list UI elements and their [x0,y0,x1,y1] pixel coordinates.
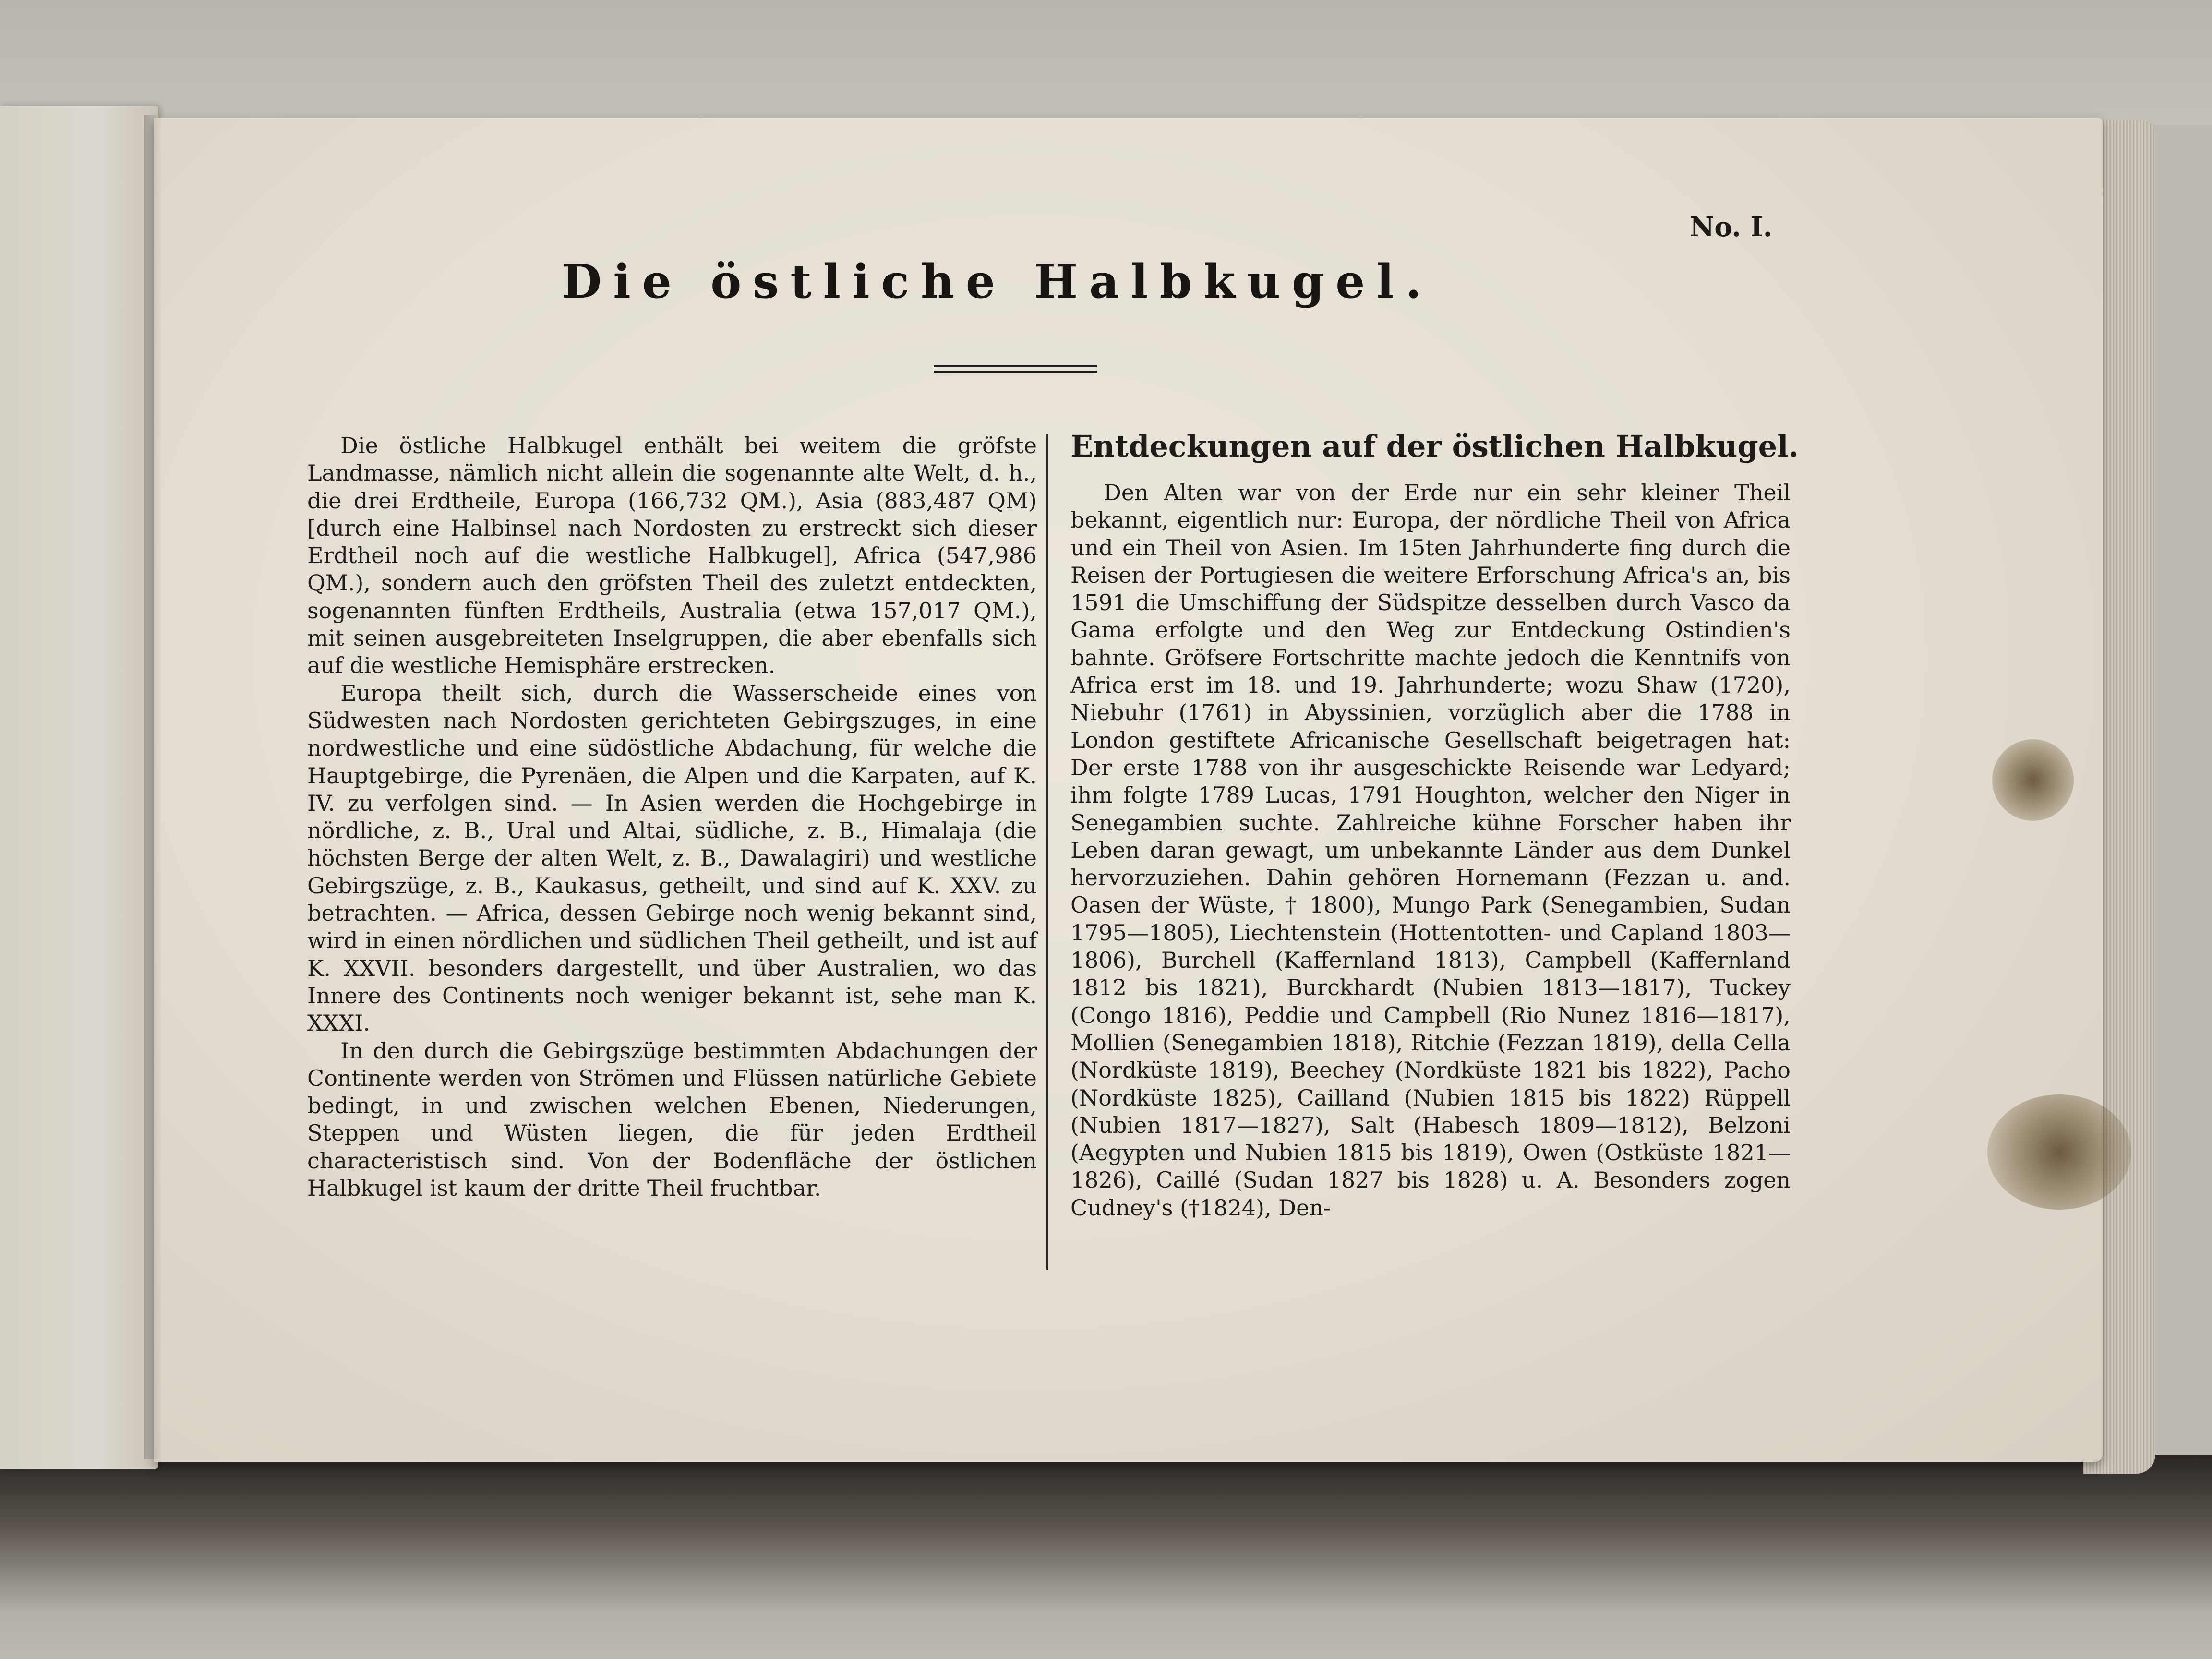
title-ornament [934,365,1097,377]
background-top [0,0,2212,125]
section-heading: Entdeckungen auf der östlichen Halbkugel. [1070,429,1799,464]
paragraph: Den Alten war von der Erde nur ein sehr kleiner Theil bekannt, eigentlich nur: Europa, der nördliche Theil von Africa und ein Theil von Asien. Im 15ten Jahrhunderte fing durch die Reisen der Portugiesen die weitere Erforschung Africa's an, bis 1591 die Umschiffung der Südspitze desselben durch Vasco da Gama erfolgte und den Weg zur Entdeckung Ostindien's bahnte. Gröfsere Fortschritte machte jedoch die Kenntnifs von Africa erst im 18. und 19. Jahrhunderte; wozu Shaw (1720), Niebuhr (1761) in Abyssinien, vorzüglich aber die 1788 in London gestiftete Africanische Gesellschaft beigetragen hat: Der erste 1788 von ihr ausgeschickte Reisende war Ledyard; ihm folgte 1789 Lucas, 1791 Houghton, welcher den Niger in Senegambien suchte. Zahlreiche kühne Forscher haben ihr Leben daran gewagt, um unbekannte Länder aus dem Dunkel hervorzuziehen. Dahin gehören Hornemann (Fezzan u. and. Oasen der Wüste, † 1800), Mungo Park (Senegambien, Sudan 1795—1805), Liechtenstein (Hottentotten- und Capland 1803—1806), Burchell (Kaffernland 1813), Campbell (Kaffernland 1812 bis 1821), Burckhardt (Nubien 1813—1817), Tuckey (Congo 1816), Peddie und Campbell (Rio Nunez 1816—1817), Mollien (Senegambien 1818), Ritchie (Fezzan 1819), della Cella (Nordküste 1819), Beechey (Nordküste 1821 bis 1822), Pacho (Nordküste 1825), Cailland (Nubien 1815 bis 1822) Rüppell (Nubien 1817—1827), Salt (Habesch 1809—1812), Belzoni (Aegypten und Nubien 1815 bis 1819), Owen (Ostküste 1821—1826), Caillé (Sudan 1827 bis 1828) u. A. Besonders zogen Cudney's (†1824), Den- [1070,480,1791,1221]
table-shadow [0,1455,2212,1659]
page-title: Die östliche Halbkugel. [562,254,1433,309]
left-column [307,432,1037,1202]
stain-mark [1992,739,2074,821]
paragraph: Europa theilt sich, durch die Wasserscheide eines von Südwesten nach Nordosten gerichteten Gebirgszuges, in eine nordwestliche und eine südöstliche Abdachung, für welche die Hauptgebirge, die Pyrenäen, die Alpen und die Karpaten, auf K. IV. zu verfolgen sind. — In Asien werden die Hochgebirge in nördliche, z. B., Ural und Altai, südliche, z. B., Himalaja (die höchsten Berge der alten Welt, z. B., Dawalagiri) und westliche Gebirgszüge, z. B., Kaukasus, getheilt, und sind auf K. XXV. zu betrachten. — Africa, dessen Gebirge noch wenig bekannt sind, wird in einen nördlichen und südlichen Theil getheilt, und ist auf K. XXVII. besonders dargestellt, und über Australien, wo das Innere des Continents noch weniger bekannt ist, sehe man K. XXXI. [307,680,1037,1036]
ornament-rule [934,371,1097,373]
right-column [1070,427,1799,1222]
ornament-rule [934,365,1097,367]
page-number: No. I. [1690,211,1773,243]
stain-mark [1987,1094,2131,1210]
paragraph: Die östliche Halbkugel enthält bei weitem die gröfste Landmasse, nämlich nicht allein die sogenannte alte Welt, d. h., die drei Erdtheile, Europa (166,732 QM.), Asia (883,487 QM) [durch eine Halbinsel nach Nordosten zu erstreckt sich dieser Erdtheil noch auf die westliche Halbkugel], Africa (547,986 QM.), sondern auch den gröfsten Theil des zuletzt entdeckten, sogenannten fünften Erdtheils, Australia (etwa 157,017 QM.), mit seinen ausgebreiteten Inselgruppen, die aber ebenfalls sich auf die westliche Hemisphäre erstrecken. [307,433,1037,679]
left-page [0,106,158,1469]
column-divider [1046,434,1048,1270]
book-gutter [144,115,161,1459]
paragraph: In den durch die Gebirgszüge bestimmten Abdachungen der Continente werden von Strömen und Flüssen natürliche Gebiete bedingt, in und zwischen welchen Ebenen, Niederungen, Steppen und Wüsten liegen, die für jeden Erdtheil characteristisch sind. Von der Bodenfläche der östlichen Halbkugel ist kaum der dritte Theil fruchtbar. [307,1037,1037,1202]
